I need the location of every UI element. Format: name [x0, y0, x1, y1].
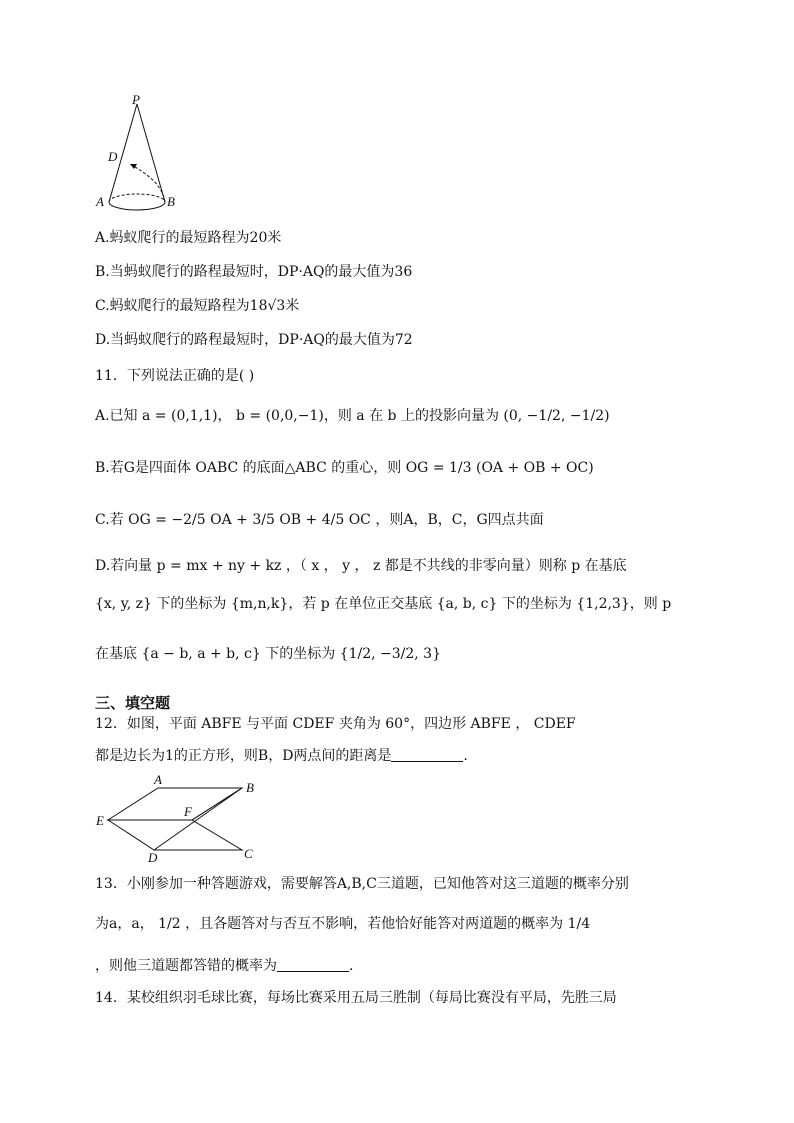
section-heading: 三、填空题 [95, 694, 171, 712]
fig12-label-f: F [184, 804, 192, 819]
q11-option-c: C.若 OG = −2/5 OA + 3/5 OB + 4/5 OC ，则A，B，C，G四点共面 [95, 512, 544, 528]
cone-figure [92, 92, 182, 217]
cone-label-b: B [167, 194, 175, 209]
q11-stem: 11．下列说法正确的是( ) [95, 368, 255, 384]
q10-option-d: D.当蚂蚁爬行的路程最短时，DP·AQ的最大值为72 [95, 332, 413, 348]
q10-option-c: C.蚂蚁爬行的最短路程为18√3米 [95, 298, 300, 314]
q11-option-a: A.已知 a = (0,1,1)， b = (0,0,−1)，则 a 在 b 上的投影向量为 (0, −1/2, −1/2) [95, 408, 610, 424]
q13-answer-blank [277, 957, 349, 972]
fig12-label-a: A [154, 772, 162, 787]
fig12-label-c: C [244, 846, 253, 861]
q11-option-b: B.若G是四面体 OABC 的底面△ABC 的重心，则 OG = 1/3 (OA + OB + OC) [95, 460, 594, 476]
q12-answer-blank [391, 747, 463, 762]
q11-option-d-line3: 在基底 {a − b, a + b, c} 下的坐标为 {1/2, −3/2, 3} [95, 646, 442, 662]
q11-option-d-line1: D.若向量 p = mx + ny + kz ，（ x ， y ， z 都是不共线的非零向量）则称 p 在基底 [95, 558, 627, 574]
cone-label-a: A [96, 194, 104, 209]
cone-label-d: D [108, 149, 118, 164]
planes-figure [92, 772, 272, 867]
fig12-label-e: E [96, 813, 104, 828]
q11-option-d-line2: {x, y, z} 下的坐标为 {m,n,k}，若 p 在单位正交基底 {a, b, c} 下的坐标为 {1,2,3}，则 p [95, 596, 672, 612]
q12-line1: 12．如图，平面 ABFE 与平面 CDEF 夹角为 60°，四边形 ABFE ， CDEF [95, 716, 576, 732]
q10-option-b: B.当蚂蚁爬行的路程最短时，DP·AQ的最大值为36 [95, 264, 413, 280]
q13-line2: 为a，a， 1/2 ，且各题答对与否互不影响，若他恰好能答对两道题的概率为 1/4 [95, 916, 591, 932]
q10-option-a: A.蚂蚁爬行的最短路程为20米 [95, 230, 282, 246]
fig12-label-d: D [148, 850, 158, 865]
fig12-label-b: B [246, 780, 254, 795]
q12-line2-text: 都是边长为1的正方形，则B，D两点间的距离是 [95, 748, 392, 764]
q14-line1: 14．某校组织羽毛球比赛，每场比赛采用五局三胜制（每局比赛没有平局，先胜三局 [95, 990, 617, 1006]
cone-label-p: P [132, 92, 140, 107]
q13-line1: 13．小刚参加一种答题游戏，需要解答A,B,C三道题，已知他答对这三道题的概率分别 [95, 876, 629, 892]
q12-line2: 都是边长为1的正方形，则B，D两点间的距离是 . [95, 748, 468, 764]
q13-line3-text: ，则他三道题都答错的概率为 [95, 958, 277, 974]
q13-line3: ，则他三道题都答错的概率为 . [95, 958, 354, 974]
